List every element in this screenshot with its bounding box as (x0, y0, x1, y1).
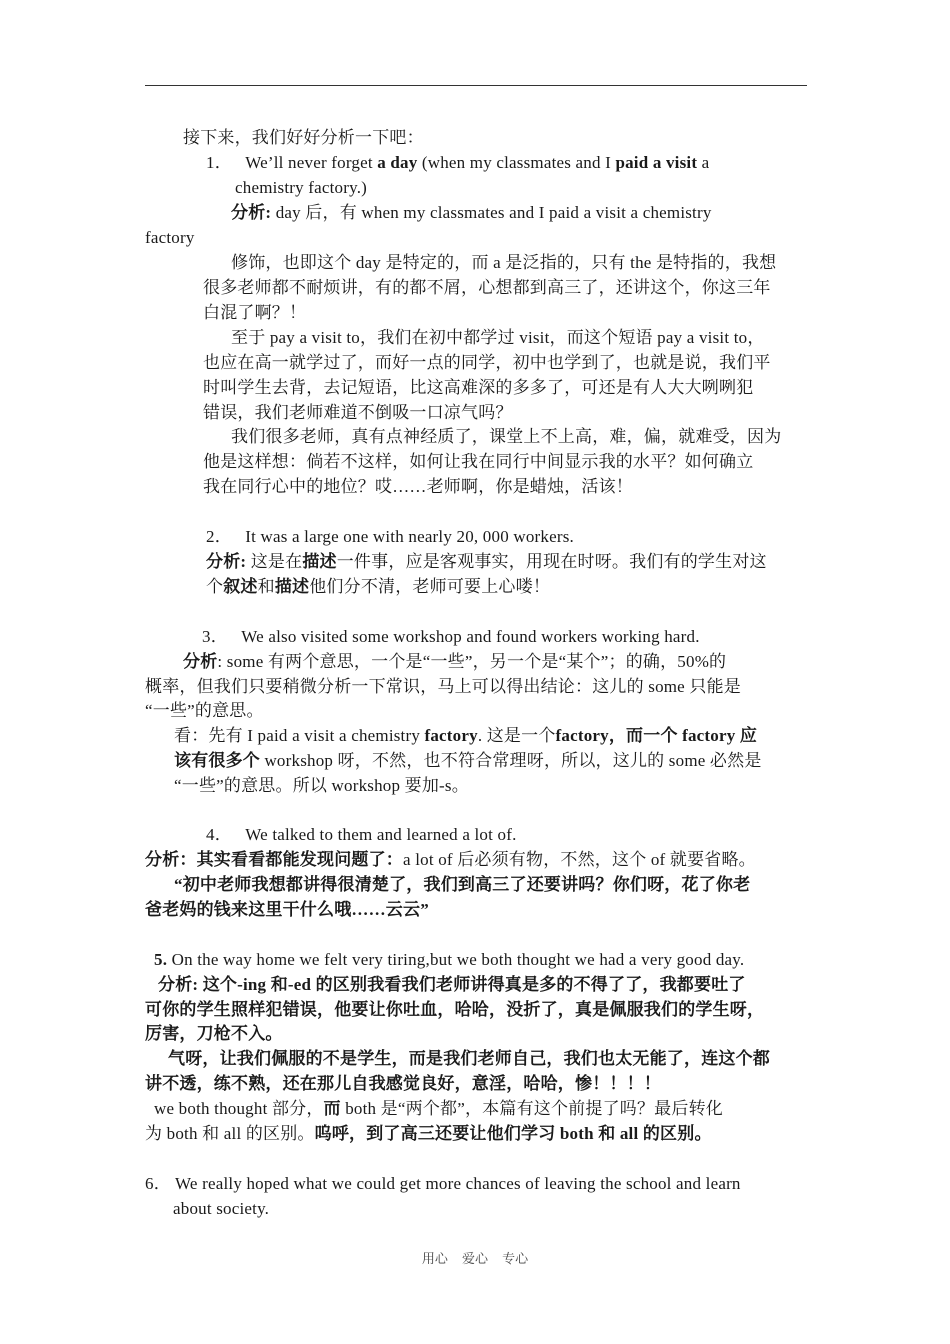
item6-sentence: 6． We really hoped what we could get more chances of leaving the school and learn (145, 1174, 741, 1193)
item1-analysis: 分析: day 后，有 when my classmates and I paid a visit a chemistry (231, 203, 712, 222)
item3-analysis-l5: 该有很多个 workshop 呀，不然，也不符合常理呀，所以，这儿的 some 必然是 (174, 751, 762, 770)
item4-quote-l2: 爸老妈的钱来这里干什么哦……云云” (145, 900, 429, 919)
item1-sentence: 1． We’ll never forget a day (when my classmates and I paid a visit a (206, 153, 710, 172)
item5-analysis-l5: 讲不透，练不熟，还在那儿自我感觉良好，意淫，哈哈，惨！！！！ (145, 1074, 661, 1093)
item5-analysis-l7: 为 both 和 all 的区别。呜呼，到了高三还要让他们学习 both 和 all 的区别。 (145, 1124, 712, 1143)
item3-sentence: 3． We also visited some workshop and found workers working hard. (202, 627, 700, 646)
item5-analysis-l4: 气呀，让我们佩服的不是学生，而是我们老师自己，我们也太无能了，连这个都 (168, 1049, 770, 1068)
item1-para1-l2: 很多老师都不耐烦讲，有的都不屑，心想都到高三了，还讲这个，你这三年 (203, 278, 771, 297)
item4-analysis: 分析：其实看看都能发现问题了：a lot of 后必须有物，不然，这个 of 就要省略。 (145, 850, 756, 869)
intro-line: 接下来，我们好好分析一下吧： (183, 128, 424, 147)
header-rule (145, 85, 807, 86)
item2-analysis-l2: 个叙述和描述他们分不清，老师可要上心喽！ (206, 577, 551, 596)
item1-para3-l1: 我们很多老师，真有点神经质了，课堂上不上高，难，偏，就难受，因为 (231, 427, 782, 446)
item1-sentence-cont: chemistry factory.) (235, 178, 368, 197)
item1-para2-l1: 至于 pay a visit to，我们在初中都学过 visit，而这个短语 pay a visit to， (231, 328, 765, 347)
item6-sentence-cont: about society. (173, 1199, 270, 1218)
item1-para3-l3: 我在同行心中的地位？哎……老师啊，你是蜡烛，活该！ (203, 477, 633, 496)
item3-analysis-l3: “一些”的意思。 (145, 701, 264, 720)
item5-analysis-l6: we both thought 部分，而 both 是“两个都”，本篇有这个前提了吗？最后转化 (154, 1099, 723, 1118)
item4-quote-l1: “初中老师我想都讲得很清楚了，我们到高三了还要讲吗？你们呀，花了你老 (174, 875, 751, 894)
item1-para1-l3: 白混了啊？！ (203, 303, 307, 322)
item1-para2-l3: 时叫学生去背，去记短语，比这高难深的多多了，可还是有人大大咧咧犯 (203, 378, 754, 397)
item3-analysis-l1: 分析: some 有两个意思，一个是“一些”，另一个是“某个”；的确，50%的 (183, 652, 727, 671)
item1-para2-l2: 也应在高一就学过了，而好一点的同学，初中也学到了，也就是说，我们平 (203, 353, 771, 372)
item1-analysis-cont: factory (145, 228, 195, 247)
item3-analysis-l2: 概率，但我们只要稍微分析一下常识，马上可以得出结论：这儿的 some 只能是 (145, 677, 741, 696)
item1-para3-l2: 他是这样想：倘若不这样，如何让我在同行中间显示我的水平？如何确立 (203, 452, 754, 471)
item3-analysis-l4: 看：先有 I paid a visit a chemistry factory. 这是一个factory，而一个 factory 应 (174, 726, 758, 745)
item5-analysis-l1: 分析: 这个-ing 和-ed 的区别我看我们老师讲得真是多的不得了了，我都要吐了 (158, 975, 746, 994)
item5-sentence: 5. On the way home we felt very tiring,but we both thought we had a very good day. (154, 950, 745, 969)
item2-analysis-l1: 分析: 这是在描述一件事，应是客观事实，用现在时呀。我们有的学生对这 (206, 552, 767, 571)
item5-analysis-l2: 可你的学生照样犯错误，他要让你吐血，哈哈，没折了，真是佩服我们的学生呀， (145, 1000, 765, 1019)
item2-sentence: 2． It was a large one with nearly 20, 000 workers. (206, 527, 574, 546)
item1-para2-l4: 错误，我们老师难道不倒吸一口凉气吗？ (203, 403, 513, 422)
page-footer: 用心 爱心 专心 (421, 1252, 529, 1267)
item3-analysis-l6: “一些”的意思。所以 workshop 要加-s。 (174, 776, 469, 795)
item4-sentence: 4． We talked to them and learned a lot of. (206, 825, 517, 844)
item1-para1-l1: 修饰，也即这个 day 是特定的，而 a 是泛指的，只有 the 是特指的，我想 (231, 253, 777, 272)
item5-analysis-l3: 厉害，刀枪不入。 (145, 1024, 283, 1043)
